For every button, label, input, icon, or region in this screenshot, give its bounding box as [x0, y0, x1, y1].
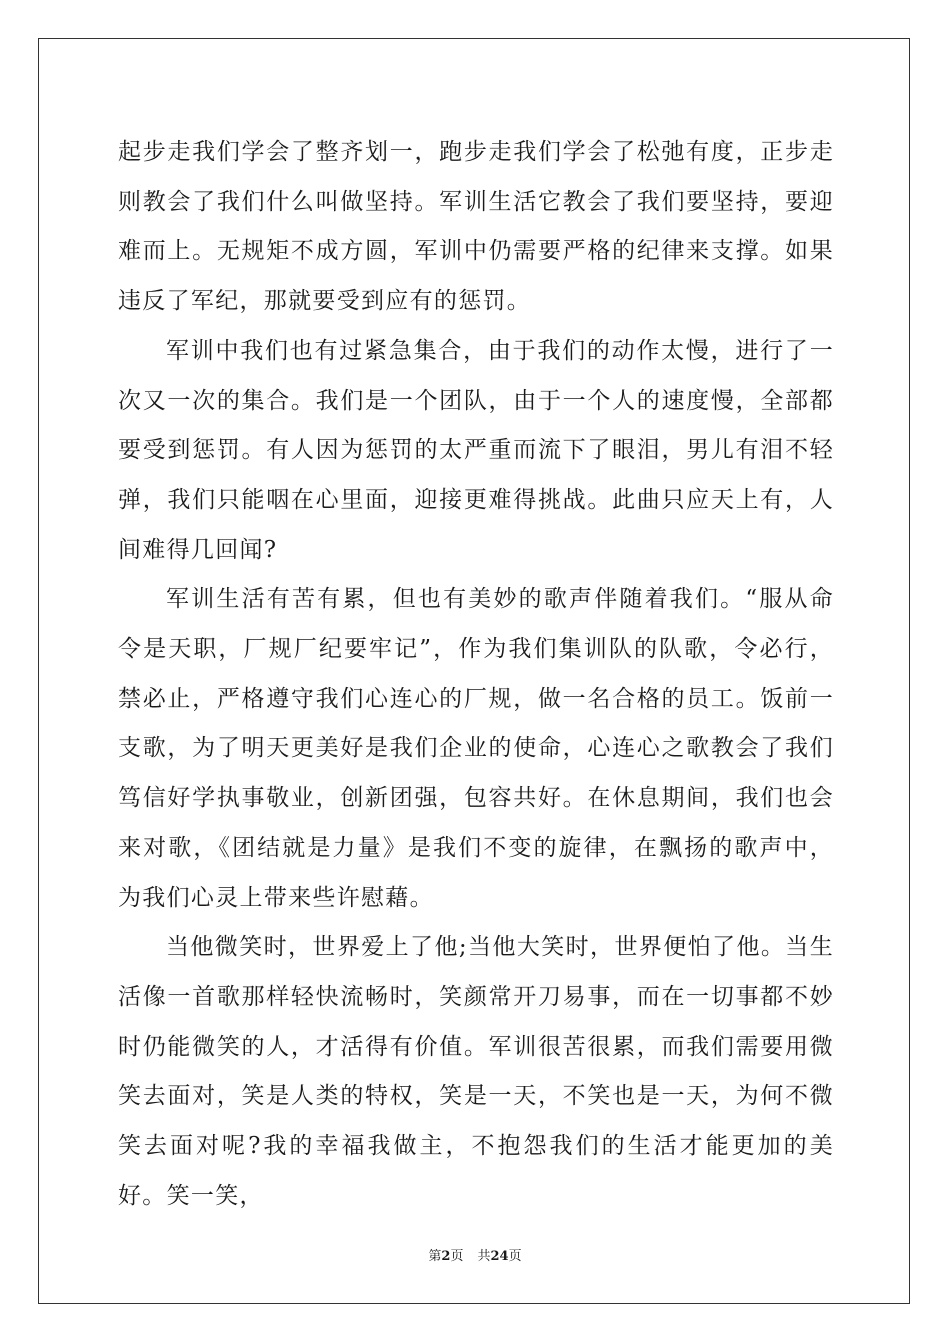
paragraph-2: 军训中我们也有过紧急集合，由于我们的动作太慢，进行了一次又一次的集合。我们是一个团队，由于一个人的速度慢，全部都要受到惩罚。有人因为惩罚的太严重而流下了眼泪，男儿有泪不轻弹，我们只能咽在心里面，迎接更难得挑战。此曲只应天上有，人间难得几回闻? — [118, 337, 834, 563]
paragraph-3: 军训生活有苦有累，但也有美妙的歌声伴随着我们。“服从命令是天职，厂规厂纪要牢记”，作为我们集训队的队歌，令必行，禁必止，严格遵守我们心连心的厂规，做一名合格的员工。饭前一支歌，为了明天更美好是我们企业的使命，心连心之歌教会了我们笃信好学执事敬业，创新团强，包容共好。在休息期间，我们也会来对歌，《团结就是力量》是我们不变的旋律，在飘扬的歌声中，为我们心灵上带来些许慰藉。 — [118, 586, 834, 911]
paragraph-1: 起步走我们学会了整齐划一，跑步走我们学会了松弛有度，正步走则教会了我们什么叫做坚持。军训生活它教会了我们要坚持，要迎难而上。无规矩不成方圆，军训中仍需要严格的纪律来支撑。如果违反了军纪，那就要受到应有的惩罚。 — [118, 139, 834, 315]
page-footer — [0, 1245, 950, 1264]
page-number: 第2页 — [428, 1249, 464, 1264]
page-total: 共24页 — [477, 1249, 522, 1264]
paragraph-4: 当他微笑时，世界爱上了他;当他大笑时，世界便怕了他。当生活像一首歌那样轻快流畅时，笑颜常开刀易事，而在一切事都不妙时仍能微笑的人，才活得有价值。军训很苦很累，而我们需要用微笑去面对，笑是人类的特权，笑是一天，不笑也是一天，为何不微笑去面对呢?我的幸福我做主，不抱怨我们的生活才能更加的美好。笑一笑， — [118, 934, 834, 1209]
document-body — [118, 128, 834, 1221]
